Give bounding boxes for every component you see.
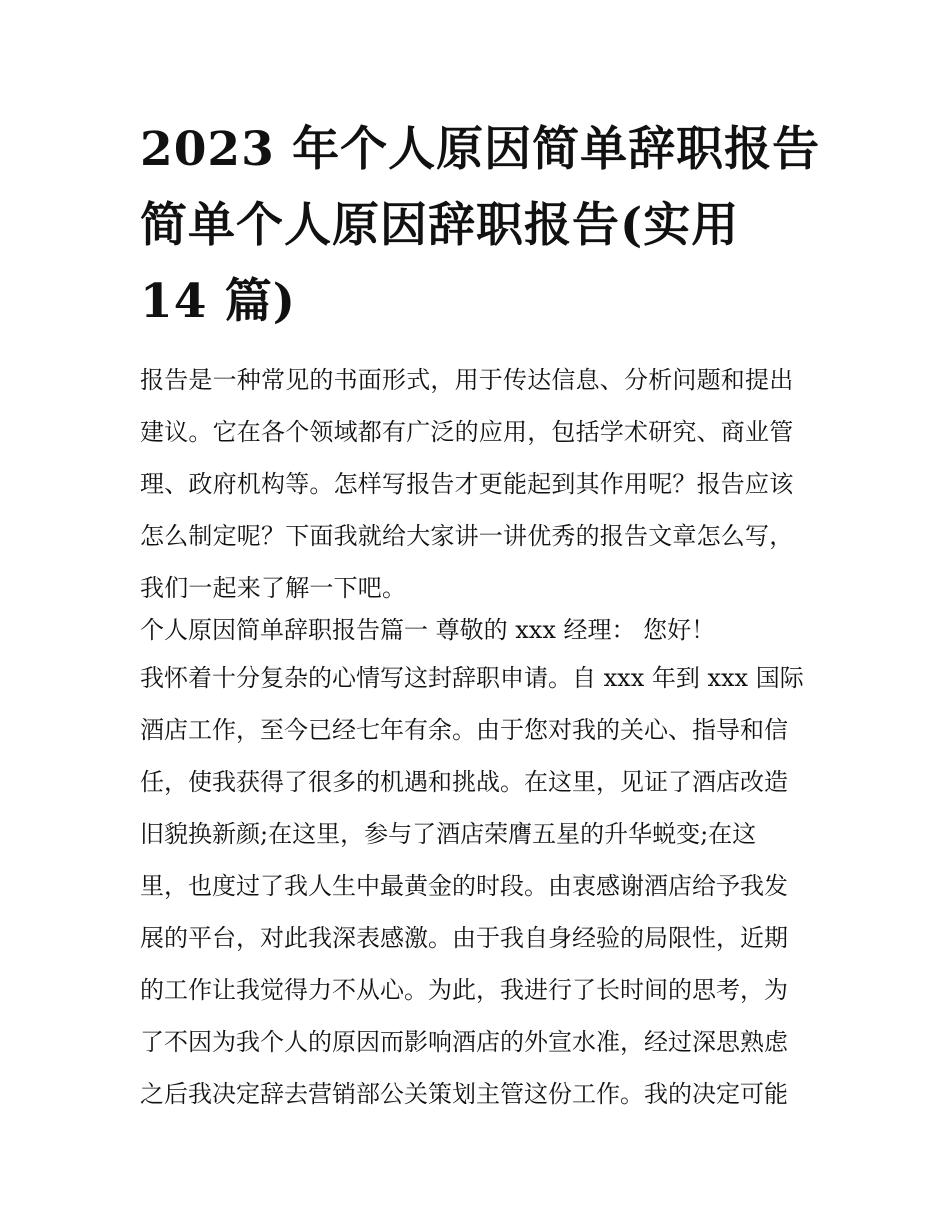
intro-line: 怎么制定呢？下面我就给大家讲一讲优秀的报告文章怎么写， <box>140 522 794 550</box>
intro-line: 建议。它在各个领域都有广泛的应用，包括学术研究、商业管 <box>140 418 794 446</box>
body-line: 任，使我获得了很多的机遇和挑战。在这里，见证了酒店改造 <box>140 768 788 796</box>
document-content <box>140 112 821 1120</box>
intro-line: 我们一起来了解一下吧。 <box>140 574 407 602</box>
body-line: 了不因为我个人的原因而影响酒店的外宣水准，经过深思熟虑 <box>140 1028 788 1056</box>
intro-paragraph <box>140 354 812 614</box>
intro-line: 理、政府机构等。怎样写报告才更能起到其作用呢？报告应该 <box>140 470 794 498</box>
document-title <box>140 112 821 340</box>
intro-line: 报告是一种常见的书面形式，用于传达信息、分析问题和提出 <box>140 366 794 394</box>
body-line: 里，也度过了我人生中最黄金的时段。由衷感谢酒店给予我发 <box>140 872 788 900</box>
body-line: 酒店工作，至今已经七年有余。由于您对我的关心、指导和信 <box>140 716 788 744</box>
body-line: 旧貌换新颜;在这里，参与了酒店荣膺五星的升华蜕变;在这 <box>140 820 757 848</box>
body-line: 之后我决定辞去营销部公关策划主管这份工作。我的决定可能 <box>140 1080 788 1108</box>
section-heading: 个人原因简单辞职报告篇一 尊敬的 xxx 经理： 您好！ <box>140 616 716 644</box>
title-line: 2023 年个人原因简单辞职报告 <box>140 122 821 177</box>
body-line: 展的平台，对此我深表感激。由于我自身经验的局限性，近期 <box>140 924 788 952</box>
document-body <box>140 354 812 1120</box>
body-line: 我怀着十分复杂的心情写这封辞职申请。自 xxx 年到 xxx 国际 <box>140 664 804 692</box>
letter-paragraph <box>140 652 812 1120</box>
title-line: 14 篇) <box>140 274 297 329</box>
title-line: 简单个人原因辞职报告(实用 <box>140 198 740 253</box>
body-line: 的工作让我觉得力不从心。为此，我进行了长时间的思考，为 <box>140 976 788 1004</box>
